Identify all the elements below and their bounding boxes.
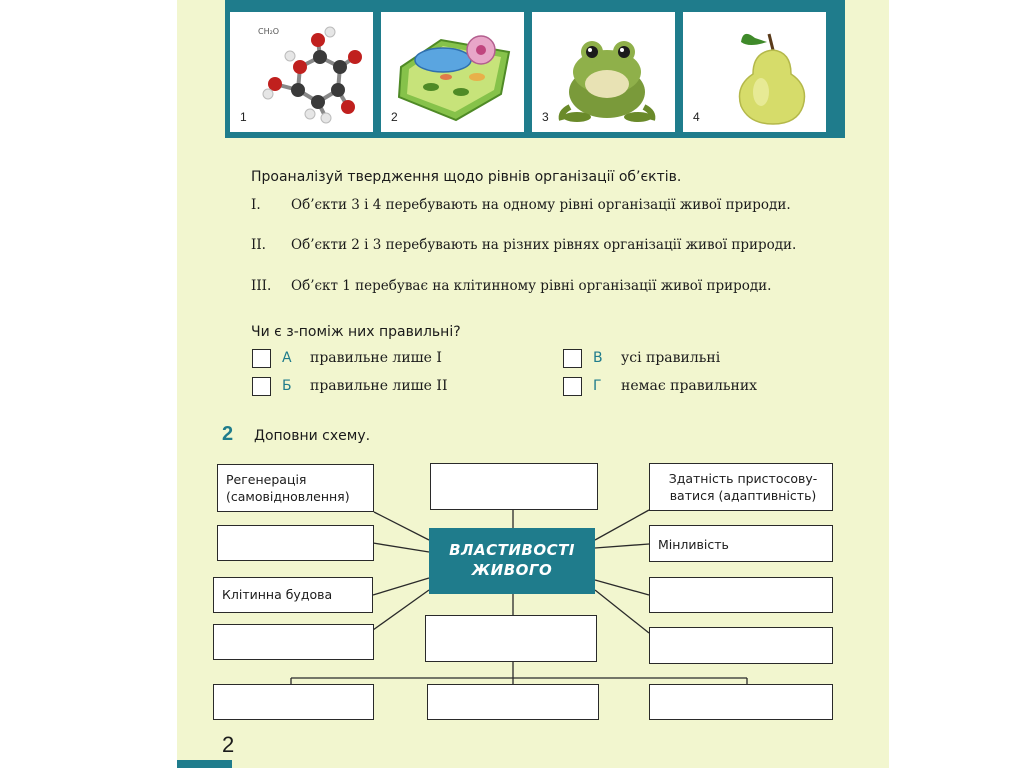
scheme-center: ВЛАСТИВОСТІ ЖИВОГО bbox=[429, 528, 595, 594]
statement-number: III. bbox=[251, 278, 272, 294]
molecule-formula: CH₂O bbox=[258, 27, 280, 36]
option-letter: В bbox=[593, 350, 603, 366]
option-text: усі правильні bbox=[621, 350, 721, 366]
statement-number: I. bbox=[251, 197, 261, 213]
scheme-box-below-center[interactable] bbox=[425, 615, 597, 662]
image-number: 1 bbox=[240, 110, 247, 124]
scheme-box-text: Здатність пристосову-ватися (адаптивність) bbox=[668, 471, 818, 503]
page-number: 2 bbox=[222, 732, 235, 757]
scheme-box-left-3[interactable] bbox=[213, 577, 373, 613]
option-text: немає правильних bbox=[621, 378, 758, 394]
option-text: правильне лише I bbox=[310, 350, 442, 366]
scheme-box-text: Регенерація (самовідновлення) bbox=[226, 472, 350, 504]
task1-intro: Проаналізуй твердження щодо рівнів організації об’єктів. bbox=[251, 169, 682, 185]
statement-text: Об’єкти 2 і 3 перебувають на різних рівнях організації живої природи. bbox=[291, 237, 797, 253]
scheme-box-left-2[interactable] bbox=[217, 525, 374, 561]
bottom-accent-bar bbox=[177, 760, 232, 768]
option-letter: Б bbox=[282, 378, 292, 394]
task1-question: Чи є з-поміж них правильні? bbox=[251, 324, 461, 340]
scheme-box-right-4[interactable] bbox=[649, 627, 833, 664]
workbook-page bbox=[177, 0, 889, 768]
scheme-box-right-1[interactable] bbox=[649, 463, 833, 511]
scheme-box-bottom-3[interactable] bbox=[649, 684, 833, 720]
option-text: правильне лише II bbox=[310, 378, 448, 394]
image-number: 2 bbox=[391, 110, 398, 124]
scheme-box-right-3[interactable] bbox=[649, 577, 833, 613]
statement-number: II. bbox=[251, 237, 266, 253]
scheme-box-bottom-1[interactable] bbox=[213, 684, 374, 720]
scheme-box-left-4[interactable] bbox=[213, 624, 374, 660]
statement-text: Об’єкт 1 перебуває на клітинному рівні організації живої природи. bbox=[291, 278, 772, 294]
task2-instruction: Доповни схему. bbox=[254, 428, 371, 444]
option-letter: Г bbox=[593, 378, 602, 394]
scheme-box-top-center[interactable] bbox=[430, 463, 598, 510]
scheme-box-left-1[interactable] bbox=[217, 464, 374, 512]
image-number: 3 bbox=[542, 110, 549, 124]
scheme-box-bottom-2[interactable] bbox=[427, 684, 599, 720]
task2-number: 2 bbox=[222, 423, 234, 445]
image-number: 4 bbox=[693, 110, 700, 124]
scheme-box-text: Клітинна будова bbox=[222, 587, 333, 602]
scheme-box-text: Мінливість bbox=[658, 537, 729, 552]
scheme-box-right-2[interactable] bbox=[649, 525, 833, 562]
statement-text: Об’єкти 3 і 4 перебувають на одному рівні організації живої природи. bbox=[291, 197, 791, 213]
option-letter: А bbox=[282, 350, 292, 366]
